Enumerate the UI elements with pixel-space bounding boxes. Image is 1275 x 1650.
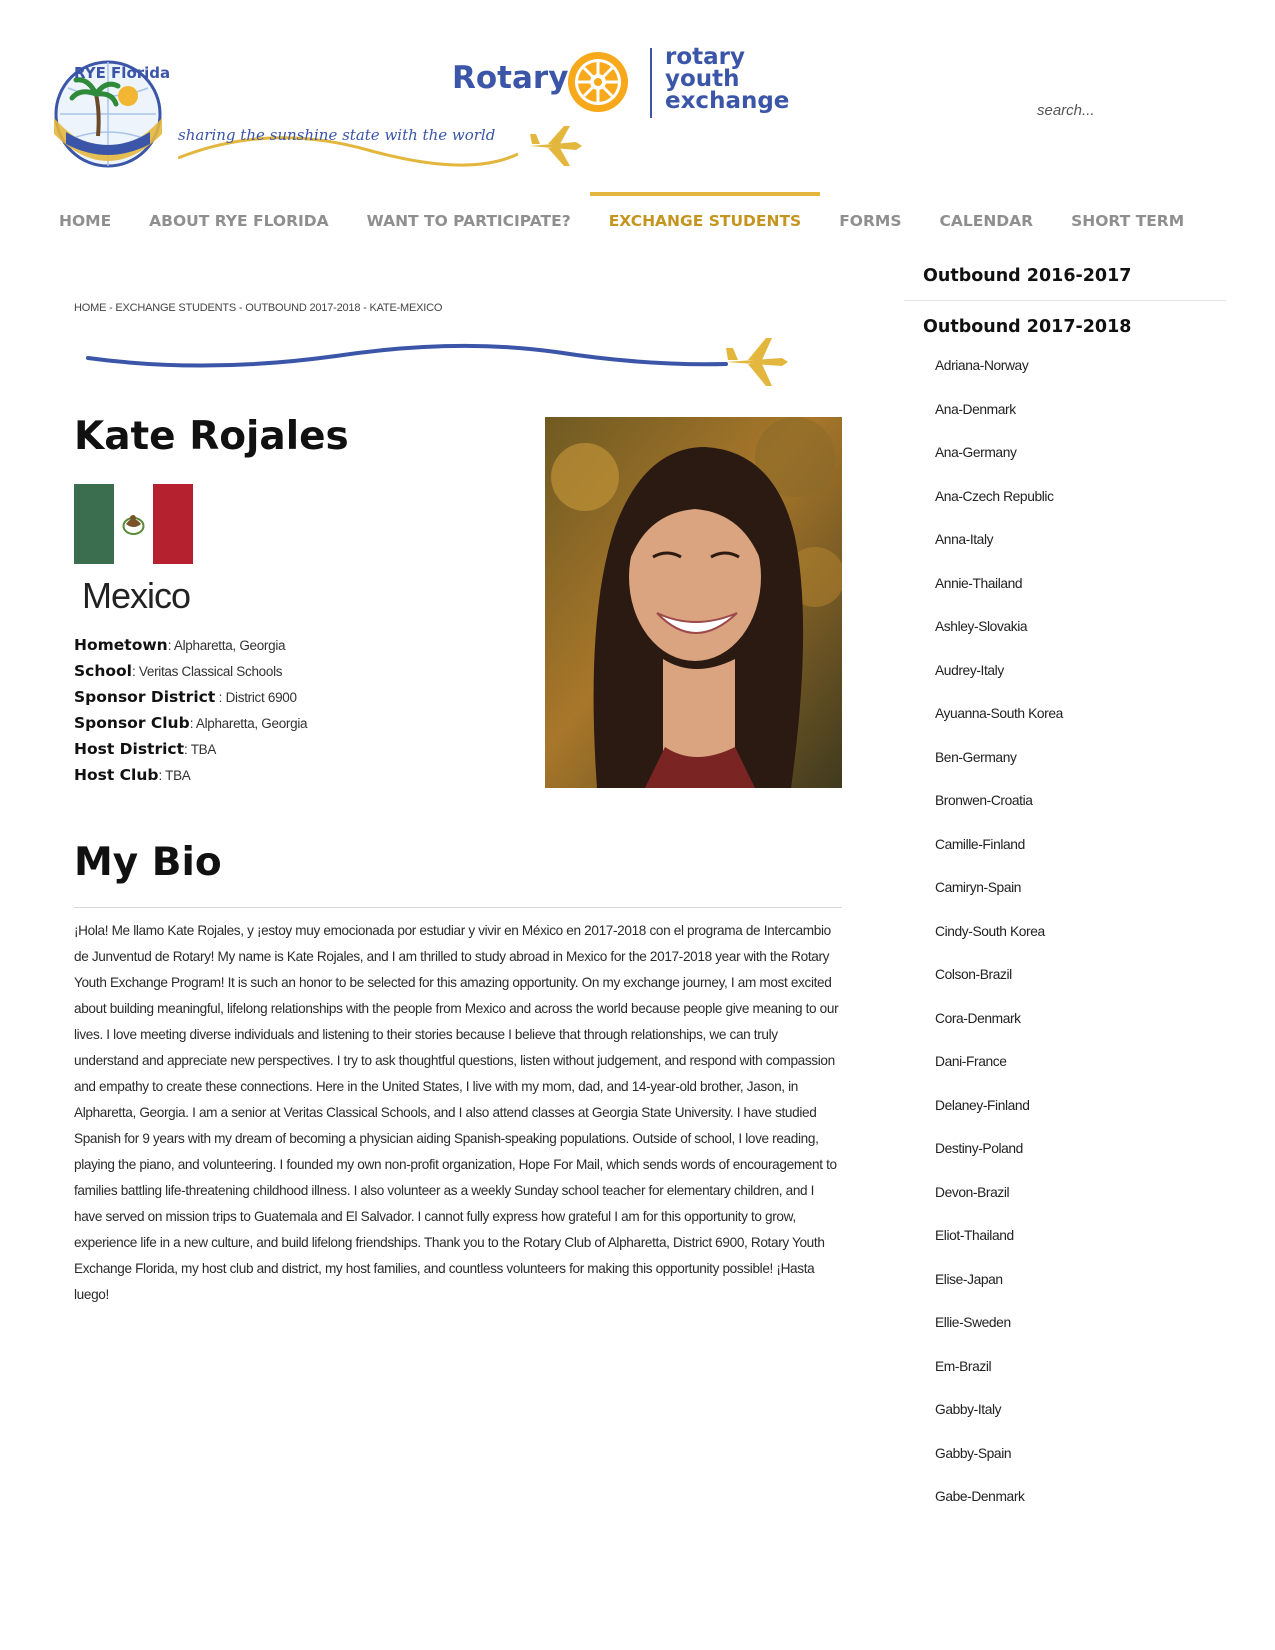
nav-forms[interactable]: FORMS: [839, 212, 902, 230]
airplane-icon: [726, 338, 788, 386]
mexico-flag: [74, 484, 193, 564]
fact-school: School: Veritas Classical Schools: [74, 662, 283, 680]
nav-short-term[interactable]: SHORT TERM: [1071, 212, 1185, 230]
sidebar-item-student[interactable]: Gabby-Italy: [935, 1402, 1002, 1417]
sidebar-item-student[interactable]: Bronwen-Croatia: [935, 793, 1033, 808]
fact-hometown: Hometown: Alpharetta, Georgia: [74, 636, 286, 654]
sidebar-student-list: [904, 345, 1226, 1526]
sidebar-item-student[interactable]: Colson-Brazil: [935, 967, 1012, 982]
sidebar-item-student[interactable]: Annie-Thailand: [935, 575, 1023, 591]
breadcrumb: HOME - EXCHANGE STUDENTS - OUTBOUND 2017-2018 - KATE-MEXICO: [74, 302, 443, 314]
breadcrumb-current: KATE-MEXICO: [369, 302, 443, 314]
sidebar-item-student[interactable]: Cindy-South Korea: [935, 923, 1045, 939]
fact-host-club: Host Club: TBA: [74, 766, 191, 784]
sidebar-item-student[interactable]: Ana-Czech Republic: [935, 488, 1054, 504]
sidebar-item-student[interactable]: Ellie-Sweden: [935, 1315, 1011, 1330]
breadcrumb-outbound[interactable]: OUTBOUND 2017-2018: [245, 302, 361, 314]
bio-heading: My Bio: [74, 840, 222, 885]
student-facts: [74, 632, 307, 788]
breadcrumb-exchange-students[interactable]: EXCHANGE STUDENTS: [115, 302, 237, 314]
sidebar-item-student[interactable]: Devon-Brazil: [935, 1184, 1010, 1200]
sidebar-item-student[interactable]: Ayuanna-South Korea: [935, 706, 1063, 721]
sidebar-item-student[interactable]: Elise-Japan: [935, 1271, 1003, 1287]
sidebar-item-student[interactable]: Gabe-Denmark: [935, 1489, 1025, 1504]
rotary-youth-exchange-logo[interactable]: [452, 46, 792, 124]
sidebar-item-student[interactable]: Adriana-Norway: [935, 358, 1029, 373]
sidebar-item-student[interactable]: Eliot-Thailand: [935, 1228, 1014, 1243]
breadcrumb-home[interactable]: HOME: [74, 302, 107, 314]
sidebar-divider: [904, 300, 1226, 301]
sidebar-item-student[interactable]: Ashley-Slovakia: [935, 619, 1028, 634]
rye-florida-logo[interactable]: [46, 48, 171, 173]
sidebar-item-student[interactable]: Delaney-Finland: [935, 1097, 1030, 1113]
rotary-wheel-icon: [565, 49, 631, 115]
fact-sponsor-district: Sponsor District : District 6900: [74, 688, 297, 706]
sidebar-item-student[interactable]: Dani-France: [935, 1054, 1007, 1069]
sidebar-heading-outbound-2017-2018[interactable]: Outbound 2017-2018: [923, 317, 1132, 337]
sidebar-item-student[interactable]: Gabby-Spain: [935, 1445, 1012, 1461]
sidebar-item-student[interactable]: Cora-Denmark: [935, 1010, 1021, 1026]
sidebar-item-student[interactable]: Destiny-Poland: [935, 1141, 1023, 1156]
main-nav: [40, 192, 1203, 242]
tagline-text: sharing the sunshine state with the world: [178, 126, 496, 144]
decorative-swoosh: [86, 330, 806, 400]
sidebar: [904, 258, 1226, 1526]
rye-logo-text: RYE Florida: [74, 64, 171, 82]
sidebar-item-student[interactable]: Ben-Germany: [935, 749, 1017, 765]
sidebar-heading-outbound-2016-2017[interactable]: Outbound 2016-2017: [923, 266, 1132, 286]
nav-home[interactable]: HOME: [59, 212, 112, 230]
logo-divider: [650, 48, 652, 118]
nav-calendar[interactable]: CALENDAR: [939, 212, 1034, 230]
rotary-logo-word: Rotary: [452, 60, 569, 96]
sidebar-item-student[interactable]: Ana-Germany: [935, 445, 1017, 460]
host-country: Mexico: [82, 575, 191, 616]
sidebar-item-student[interactable]: Camiryn-Spain: [935, 880, 1022, 895]
student-name: Kate Rojales: [74, 414, 349, 459]
rye-logo-words: rotary youth exchange: [665, 44, 790, 114]
nav-want-to-participate[interactable]: WANT TO PARTICIPATE?: [366, 212, 571, 230]
nav-exchange-students[interactable]: EXCHANGE STUDENTS: [590, 192, 821, 242]
fact-host-district: Host District: TBA: [74, 740, 217, 758]
fact-sponsor-club: Sponsor Club: Alpharetta, Georgia: [74, 714, 308, 732]
sidebar-item-student[interactable]: Camille-Finland: [935, 836, 1025, 852]
nav-about-rye-florida[interactable]: ABOUT RYE FLORIDA: [149, 212, 329, 230]
search-input[interactable]: [1035, 96, 1189, 124]
sidebar-item-student[interactable]: Em-Brazil: [935, 1358, 992, 1374]
bio-divider: [74, 907, 842, 908]
sidebar-item-student[interactable]: Audrey-Italy: [935, 662, 1004, 678]
sidebar-item-student[interactable]: Ana-Denmark: [935, 401, 1016, 417]
student-photo: [545, 417, 842, 788]
airplane-icon: [530, 126, 582, 166]
sidebar-item-student[interactable]: Anna-Italy: [935, 532, 994, 547]
bio-text: ¡Hola! Me llamo Kate Rojales, y ¡estoy muy emocionada por estudiar y vivir en México en 2017-2018 con el programa de Intercambio de Junventud de Rotary! My name is Kate Rojales, and I am thrilled to study abroad in Mexico for the 2017-2018 year with the Rotary Youth Exchange Program! It is such an honor to be selected for this amazing opportunity. On my exchange journey, I am most excited about building meaningful, lifelong relationships with the people from Mexico and across the world because people give meaning to our lives. I love meeting diverse individuals and listening to their stories because I believe that through relationships, we can truly understand and appreciate new perspectives. I try to ask thoughtful questions, listen without judgement, and respond with compassion and empathy to create these connections. Here in the United States, I live with my mom, dad, and 14-year-old brother, Jason, in Alpharetta, Georgia. I am a senior at Veritas Classical Schools, and I also attend classes at Georgia State University. I have studied Spanish for 9 years with my dream of becoming a physician aiding Spanish-speaking populations. Outside of school, I love reading, playing the piano, and volunteering. I founded my own non-profit organization, Hope For Mail, which sends words of encouragement to families battling life-threatening childhood illness. I also volunteer as a weekly Sunday school teacher for elementary children, and I have served on mission trips to Guatemala and El Salvador. I cannot fully express how grateful I am for this opportunity to grow, experience life in a new culture, and build lifelong friendships. Thank you to the Rotary Club of Alpharetta, District 6900, Rotary Youth Exchange Florida, my host club and district, my host families, and countless volunteers for making this opportunity possible! ¡Hasta luego!: [74, 923, 839, 1302]
